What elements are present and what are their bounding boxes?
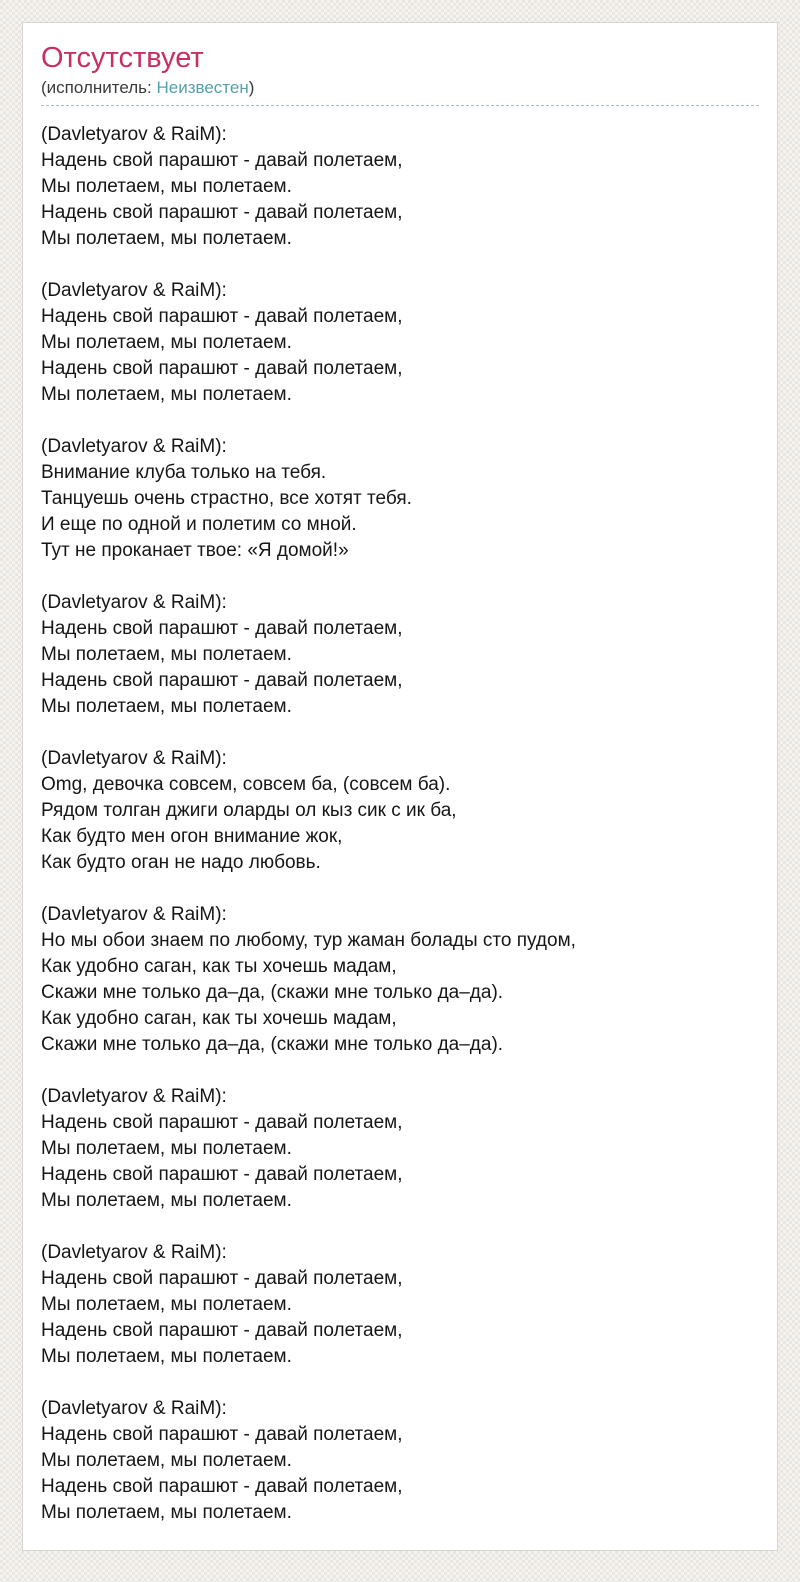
lyric-line: Надень свой парашют - давай полетаем, bbox=[41, 1164, 403, 1186]
lyric-line: Надень свой парашют - давай полетаем, bbox=[41, 1476, 403, 1498]
stanza bbox=[41, 122, 759, 252]
lyric-line: Надень свой парашют - давай полетаем, bbox=[41, 1424, 403, 1446]
artist-link[interactable]: Неизвестен bbox=[156, 77, 249, 97]
lyric-line: Внимание клуба только на тебя. bbox=[41, 462, 327, 484]
lyric-line: Мы полетаем, мы полетаем. bbox=[41, 1450, 292, 1472]
stanza bbox=[41, 434, 759, 564]
lyric-line: И еще по одной и полетим со мной. bbox=[41, 514, 357, 536]
lyric-line: Надень свой парашют - давай полетаем, bbox=[41, 618, 403, 640]
stanza bbox=[41, 1396, 759, 1526]
lyric-line: Мы полетаем, мы полетаем. bbox=[41, 1502, 292, 1524]
lyric-line: Надень свой парашют - давай полетаем, bbox=[41, 670, 403, 692]
lyrics-card bbox=[22, 22, 778, 1551]
lyric-line: Надень свой парашют - давай полетаем, bbox=[41, 1268, 403, 1290]
lyric-line: Мы полетаем, мы полетаем. bbox=[41, 332, 292, 354]
lyric-line: Мы полетаем, мы полетаем. bbox=[41, 696, 292, 718]
lyric-line: Скажи мне только да–да, (скажи мне только да–да). bbox=[41, 1034, 504, 1056]
stanza-header: (Davletyarov & RaiM): bbox=[41, 904, 227, 926]
lyric-line: Как будто мен огон внимание жок, bbox=[41, 826, 343, 848]
stanza-header: (Davletyarov & RaiM): bbox=[41, 280, 227, 302]
stanza bbox=[41, 278, 759, 408]
lyric-line: Надень свой парашют - давай полетаем, bbox=[41, 1112, 403, 1134]
stanza-header: (Davletyarov & RaiM): bbox=[41, 436, 227, 458]
lyric-line: Как удобно саган, как ты хочешь мадам, bbox=[41, 956, 397, 978]
lyric-line: Мы полетаем, мы полетаем. bbox=[41, 228, 292, 250]
lyric-line: Omg, девочка совсем, совсем ба, (совсем ба). bbox=[41, 774, 451, 796]
lyric-line: Мы полетаем, мы полетаем. bbox=[41, 1294, 292, 1316]
lyric-line: Надень свой парашют - давай полетаем, bbox=[41, 358, 403, 380]
lyric-line: Надень свой парашют - давай полетаем, bbox=[41, 202, 403, 224]
stanza bbox=[41, 902, 759, 1058]
lyric-line: Как будто оган не надо любовь. bbox=[41, 852, 321, 874]
lyric-line: Мы полетаем, мы полетаем. bbox=[41, 176, 292, 198]
stanza-header: (Davletyarov & RaiM): bbox=[41, 1086, 227, 1108]
lyric-line: Надень свой парашют - давай полетаем, bbox=[41, 150, 403, 172]
lyric-line: Мы полетаем, мы полетаем. bbox=[41, 644, 292, 666]
lyric-line: Мы полетаем, мы полетаем. bbox=[41, 1190, 292, 1212]
lyric-line: Надень свой парашют - давай полетаем, bbox=[41, 306, 403, 328]
stanza bbox=[41, 1240, 759, 1370]
stanza-header: (Davletyarov & RaiM): bbox=[41, 124, 227, 146]
lyric-line: Рядом толган джиги оларды ол кыз сик с ик ба, bbox=[41, 800, 457, 822]
lyrics-text bbox=[41, 122, 759, 1526]
stanza-header: (Davletyarov & RaiM): bbox=[41, 748, 227, 770]
stanza-header: (Davletyarov & RaiM): bbox=[41, 592, 227, 614]
lyric-line: Но мы обои знаем по любому, тур жаман болады сто пудом, bbox=[41, 930, 576, 952]
artist-label: (исполнитель: bbox=[41, 77, 152, 97]
artist-line bbox=[41, 78, 759, 98]
stanza bbox=[41, 746, 759, 876]
lyric-line: Мы полетаем, мы полетаем. bbox=[41, 384, 292, 406]
lyric-line: Танцуешь очень страстно, все хотят тебя. bbox=[41, 488, 412, 510]
lyric-line: Мы полетаем, мы полетаем. bbox=[41, 1138, 292, 1160]
page bbox=[0, 22, 800, 1582]
lyric-line: Тут не проканает твое: «Я домой!» bbox=[41, 540, 349, 562]
stanza-header: (Davletyarov & RaiM): bbox=[41, 1398, 227, 1420]
artist-line-close: ) bbox=[248, 77, 255, 97]
lyric-line: Как удобно саган, как ты хочешь мадам, bbox=[41, 1008, 397, 1030]
stanza-header: (Davletyarov & RaiM): bbox=[41, 1242, 227, 1264]
stanza bbox=[41, 590, 759, 720]
lyric-line: Скажи мне только да–да, (скажи мне только да–да). bbox=[41, 982, 504, 1004]
song-title: Отсутствует bbox=[41, 42, 204, 74]
lyric-line: Мы полетаем, мы полетаем. bbox=[41, 1346, 292, 1368]
stanza bbox=[41, 1084, 759, 1214]
song-header bbox=[41, 43, 759, 106]
lyric-line: Надень свой парашют - давай полетаем, bbox=[41, 1320, 403, 1342]
